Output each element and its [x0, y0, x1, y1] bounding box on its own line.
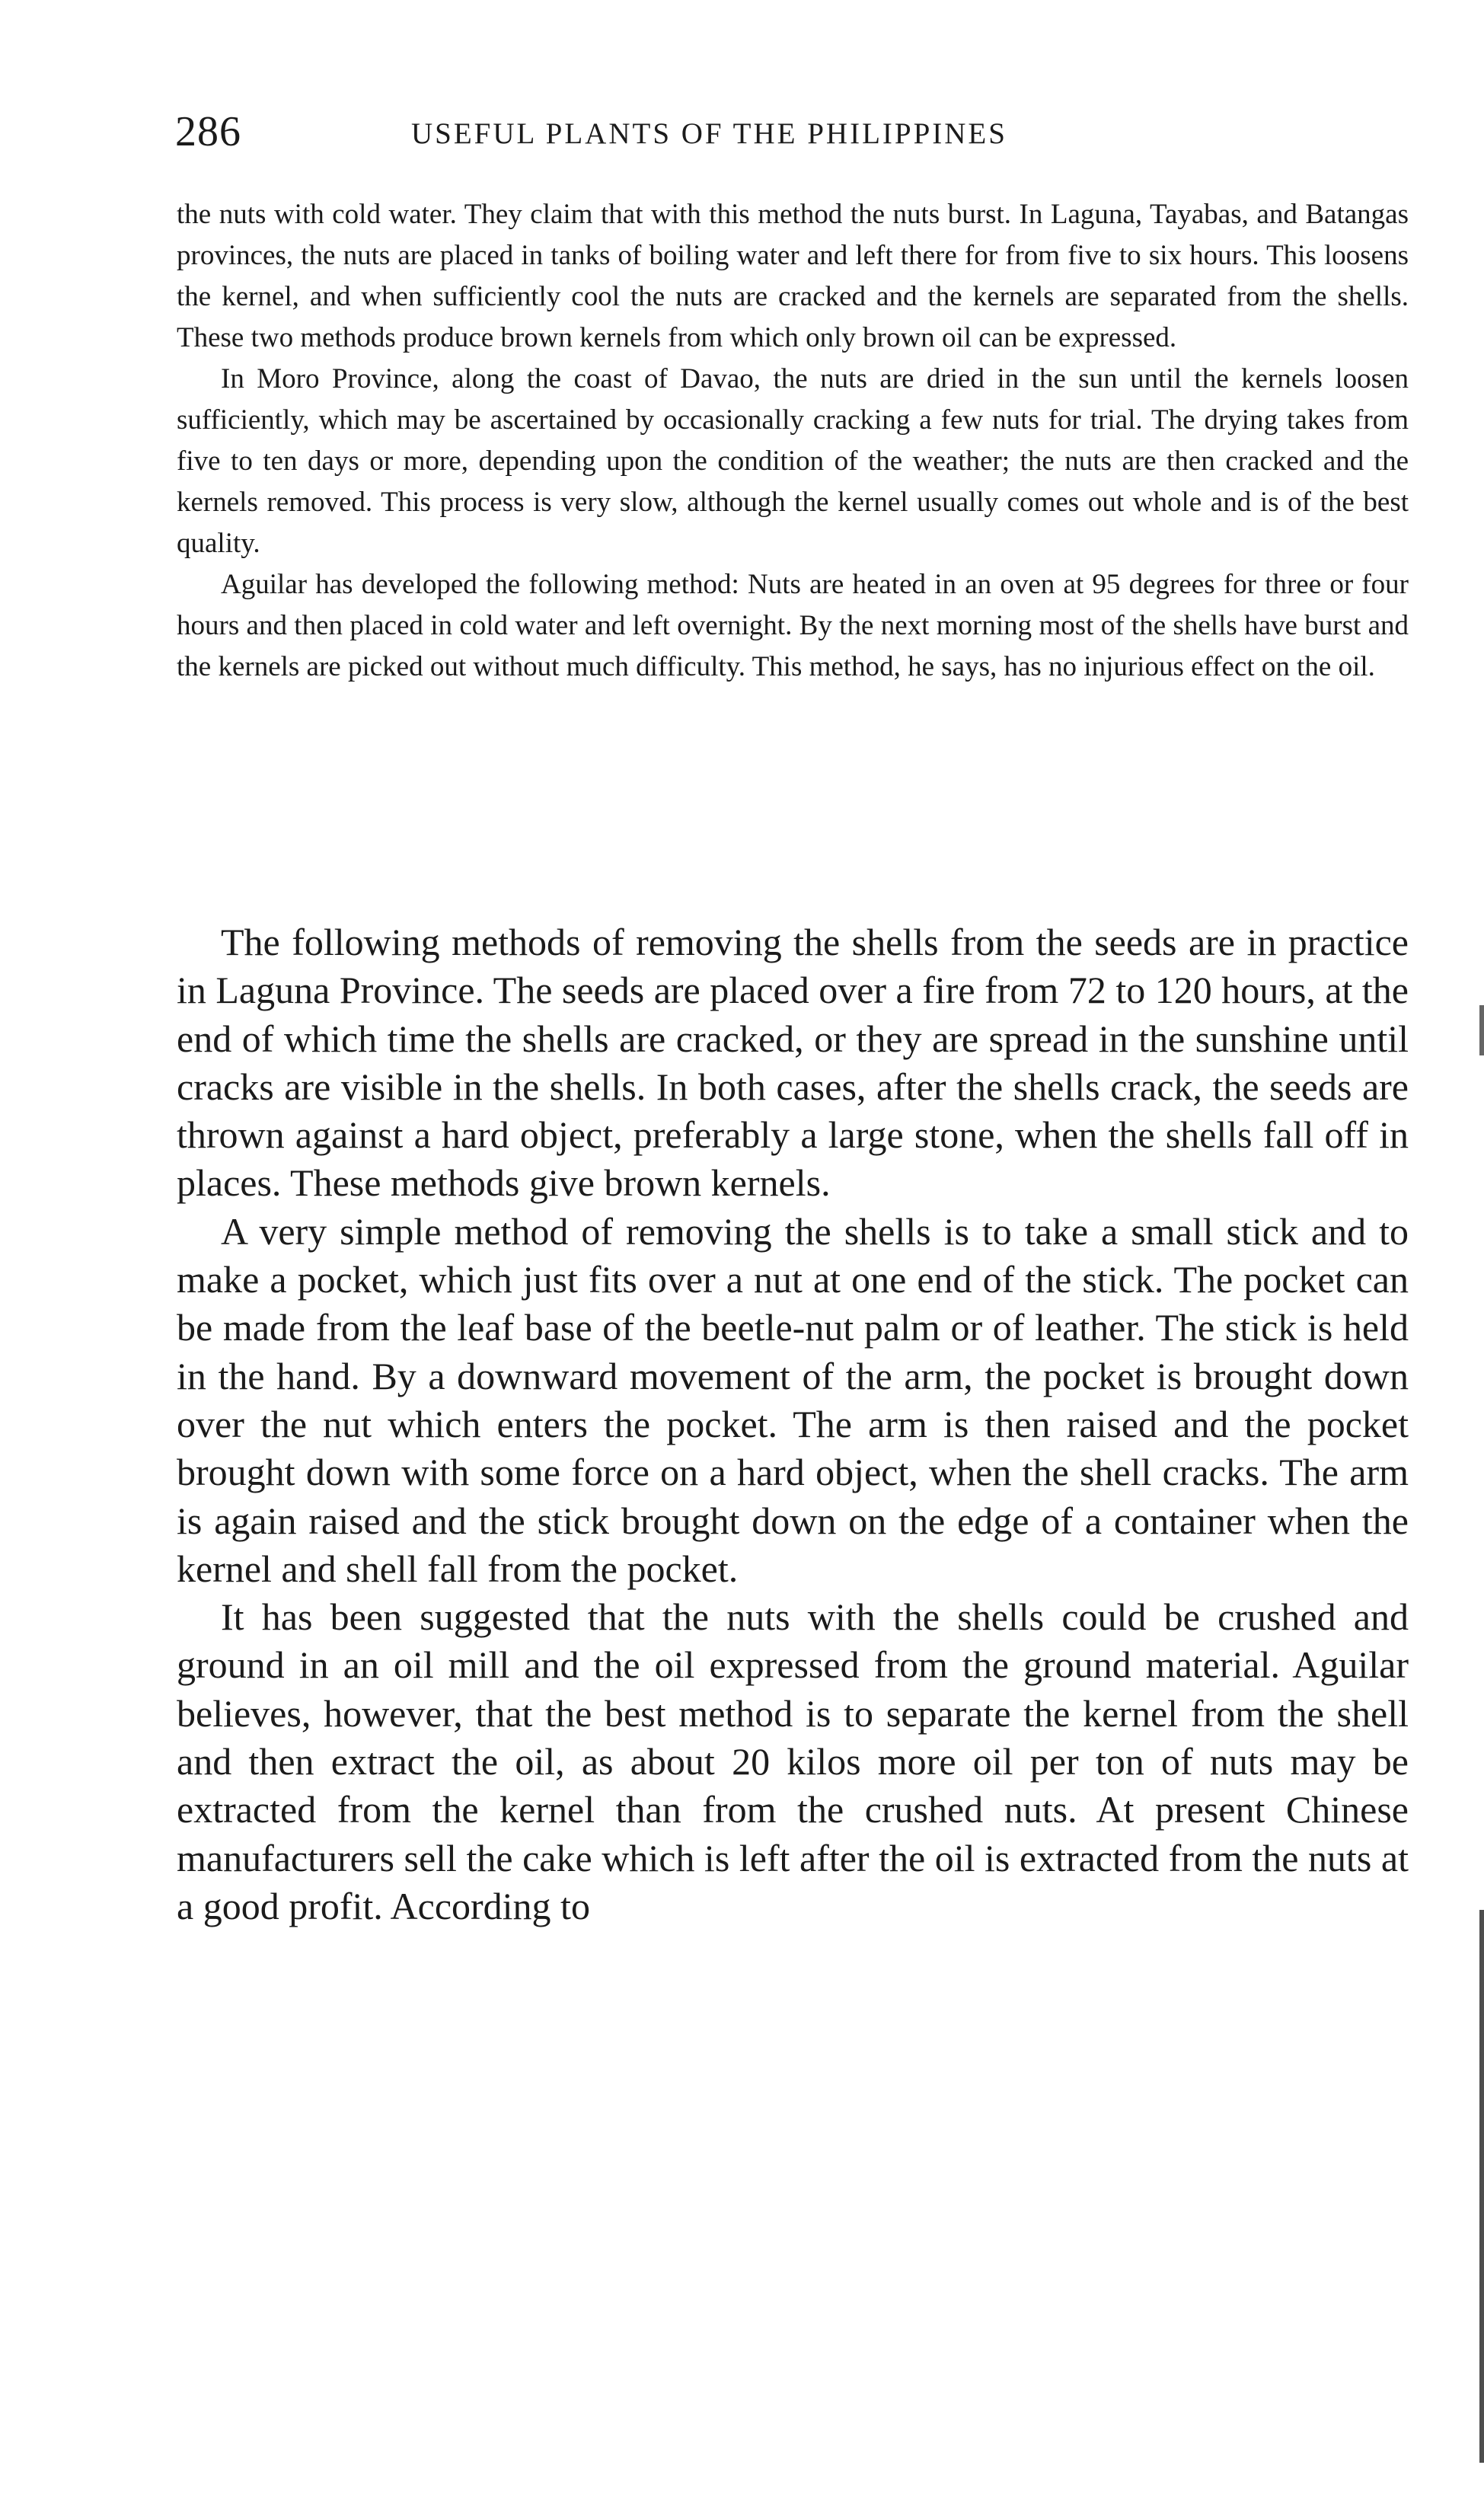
small-paragraph-1: the nuts with cold water. They claim that with this method the nuts burst. In Laguna, Tayabas, and Batangas provinces, the nuts are placed in tanks of boiling water and left there for from five to six hours. This loosens the kernel, and when sufficiently cool the nuts are cracked and the kernels are separated from the shells. These two methods produce brown kernels from which only brown oil can be expressed. [177, 199, 1409, 353]
page-header [175, 105, 1409, 158]
body-paragraph-2: A very simple method of removing the shells is to take a small stick and to make a pocket, which just fits over a nut at one end of the stick. The pocket can be made from the leaf base of the beetle-nut palm or of leather. The stick is held in the hand. By a downward movement of the arm, the pocket is brought down over the nut which enters the pocket. The arm is then raised and the pocket brought down with some force on a hard object, when the shell cracks. The arm is again raised and the stick brought down on the edge of a container when the kernel and shell fall from the pocket. [177, 1209, 1409, 1590]
body-paragraph-1: The following methods of removing the shells from the seeds are in practice in Laguna Province. The seeds are placed over a fire from 72 to 120 hours, at the end of which time the shells are cracked, or they are spread in the sunshine until cracks are visible in the shells. In both cases, after the shells crack, the seeds are thrown against a hard object, preferably a large stone, when the shells fall off in places. These methods give brown kernels. [177, 921, 1409, 1205]
small-print-section [177, 194, 1409, 688]
body-text-section [177, 918, 1409, 1930]
body-paragraph-3: It has been suggested that the nuts with the shells could be crushed and ground in an oil mill and the oil expressed from the ground material. Aguilar believes, however, that the best method is to separate the kernel from the shell and then extract the oil, as about 20 kilos more oil per ton of nuts may be extracted from the kernel than from the crushed nuts. At present Chinese manufacturers sell the cake which is left after the oil is extracted from the nuts at a good profit. According to [177, 1595, 1409, 1927]
scan-edge-mark [1479, 0, 1484, 2513]
small-paragraph-3: Aguilar has developed the following method: Nuts are heated in an oven at 95 degrees for three or four hours and then placed in cold water and left overnight. By the next morning most of the shells have burst and the kernels are picked out without much difficulty. This method, he says, has no injurious effect on the oil. [177, 569, 1409, 682]
running-head: USEFUL PLANTS OF THE PHILIPPINES [411, 117, 1007, 150]
small-paragraph-2: In Moro Province, along the coast of Davao, the nuts are dried in the sun until the kernels loosen sufficiently, which may be ascertained by occasionally cracking a few nuts for trial. The drying takes from five to ten days or more, depending upon the condition of the weather; the nuts are then cracked and the kernels removed. This process is very slow, although the kernel usually comes out whole and is of the best quality. [177, 363, 1409, 559]
page-number: 286 [175, 108, 241, 155]
